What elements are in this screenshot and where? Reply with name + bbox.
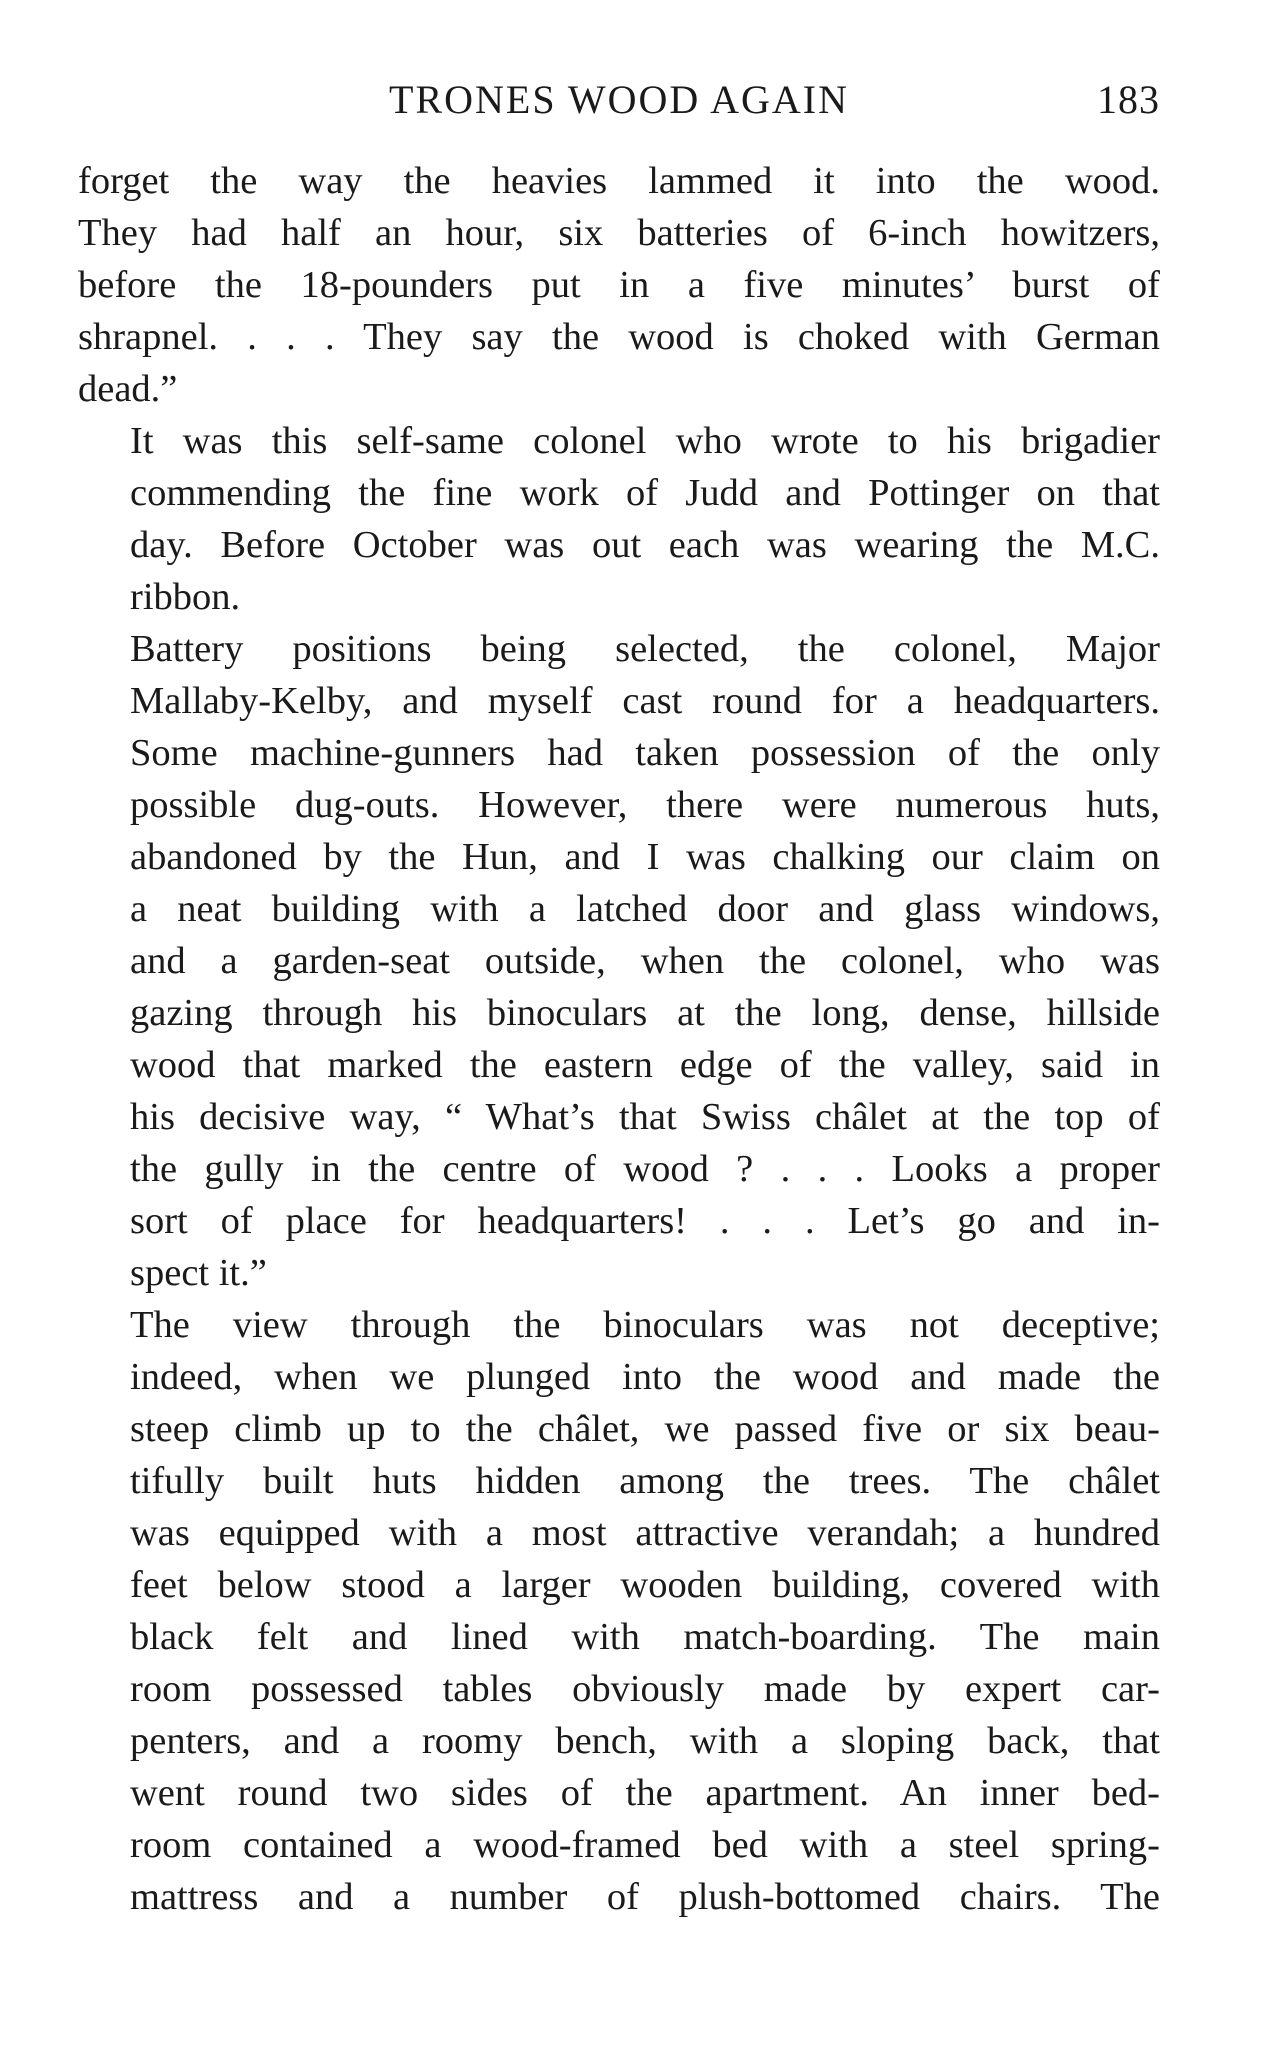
text-line: It was this self-same colonel who wrote to his brigadier: [130, 420, 1160, 462]
text-line: feet below stood a larger wooden building, covered with: [130, 1564, 1160, 1606]
paragraph-4: [78, 1299, 1160, 1923]
text-line: Mallaby-Kelby, and myself cast round for a headquarters.: [130, 680, 1160, 722]
text-line: The view through the binoculars was not deceptive;: [130, 1304, 1160, 1346]
text-line: room contained a wood-framed bed with a steel spring-: [130, 1824, 1160, 1866]
text-line: ribbon.: [130, 576, 241, 618]
book-page: [78, 68, 1160, 1923]
running-head: [78, 68, 1160, 128]
text-line: before the 18-pounders put in a five minutes’ burst of: [78, 264, 1160, 306]
text-line: was equipped with a most attractive verandah; a hundred: [130, 1512, 1160, 1554]
text-line: They had half an hour, six batteries of 6-inch howitzers,: [78, 212, 1160, 254]
paragraph-2: [78, 415, 1160, 623]
text-line: a neat building with a latched door and glass windows,: [130, 888, 1160, 930]
text-line: Some machine-gunners had taken possession of the only: [130, 732, 1160, 774]
text-line: shrapnel. . . . They say the wood is choked with German: [78, 316, 1160, 358]
text-line: tifully built huts hidden among the trees. The châlet: [130, 1460, 1160, 1502]
text-line: room possessed tables obviously made by expert car-: [130, 1668, 1160, 1710]
running-title: TRONES WOOD AGAIN: [389, 77, 849, 122]
paragraph-3: [78, 623, 1160, 1299]
body-text: [78, 155, 1160, 1923]
text-line: gazing through his binoculars at the long, dense, hillside: [130, 992, 1160, 1034]
text-line: his decisive way, “ What’s that Swiss châlet at the top of: [130, 1096, 1160, 1138]
text-line: and a garden-seat outside, when the colonel, who was: [130, 940, 1160, 982]
text-line: steep climb up to the châlet, we passed five or six beau-: [130, 1408, 1160, 1450]
text-line: commending the fine work of Judd and Pottinger on that: [130, 472, 1160, 514]
text-line: abandoned by the Hun, and I was chalking our claim on: [130, 836, 1160, 878]
text-line: Battery positions being selected, the colonel, Major: [130, 628, 1160, 670]
text-line: penters, and a roomy bench, with a sloping back, that: [130, 1720, 1160, 1762]
text-line: sort of place for headquarters! . . . Let’s go and in-: [130, 1200, 1160, 1242]
text-line: mattress and a number of plush-bottomed chairs. The: [130, 1876, 1160, 1918]
paragraph-1: [78, 155, 1160, 415]
text-line: the gully in the centre of wood ? . . . Looks a proper: [130, 1148, 1160, 1190]
text-line: black felt and lined with match-boarding. The main: [130, 1616, 1160, 1658]
text-line: spect it.”: [130, 1252, 267, 1294]
page-number: 183: [1097, 77, 1160, 122]
text-line: wood that marked the eastern edge of the valley, said in: [130, 1044, 1160, 1086]
text-line: possible dug-outs. However, there were numerous huts,: [130, 784, 1160, 826]
text-line: indeed, when we plunged into the wood and made the: [130, 1356, 1160, 1398]
text-line: day. Before October was out each was wearing the M.C.: [130, 524, 1160, 566]
text-line: dead.”: [78, 368, 178, 410]
text-line: forget the way the heavies lammed it into the wood.: [78, 160, 1160, 202]
text-line: went round two sides of the apartment. An inner bed-: [130, 1772, 1160, 1814]
